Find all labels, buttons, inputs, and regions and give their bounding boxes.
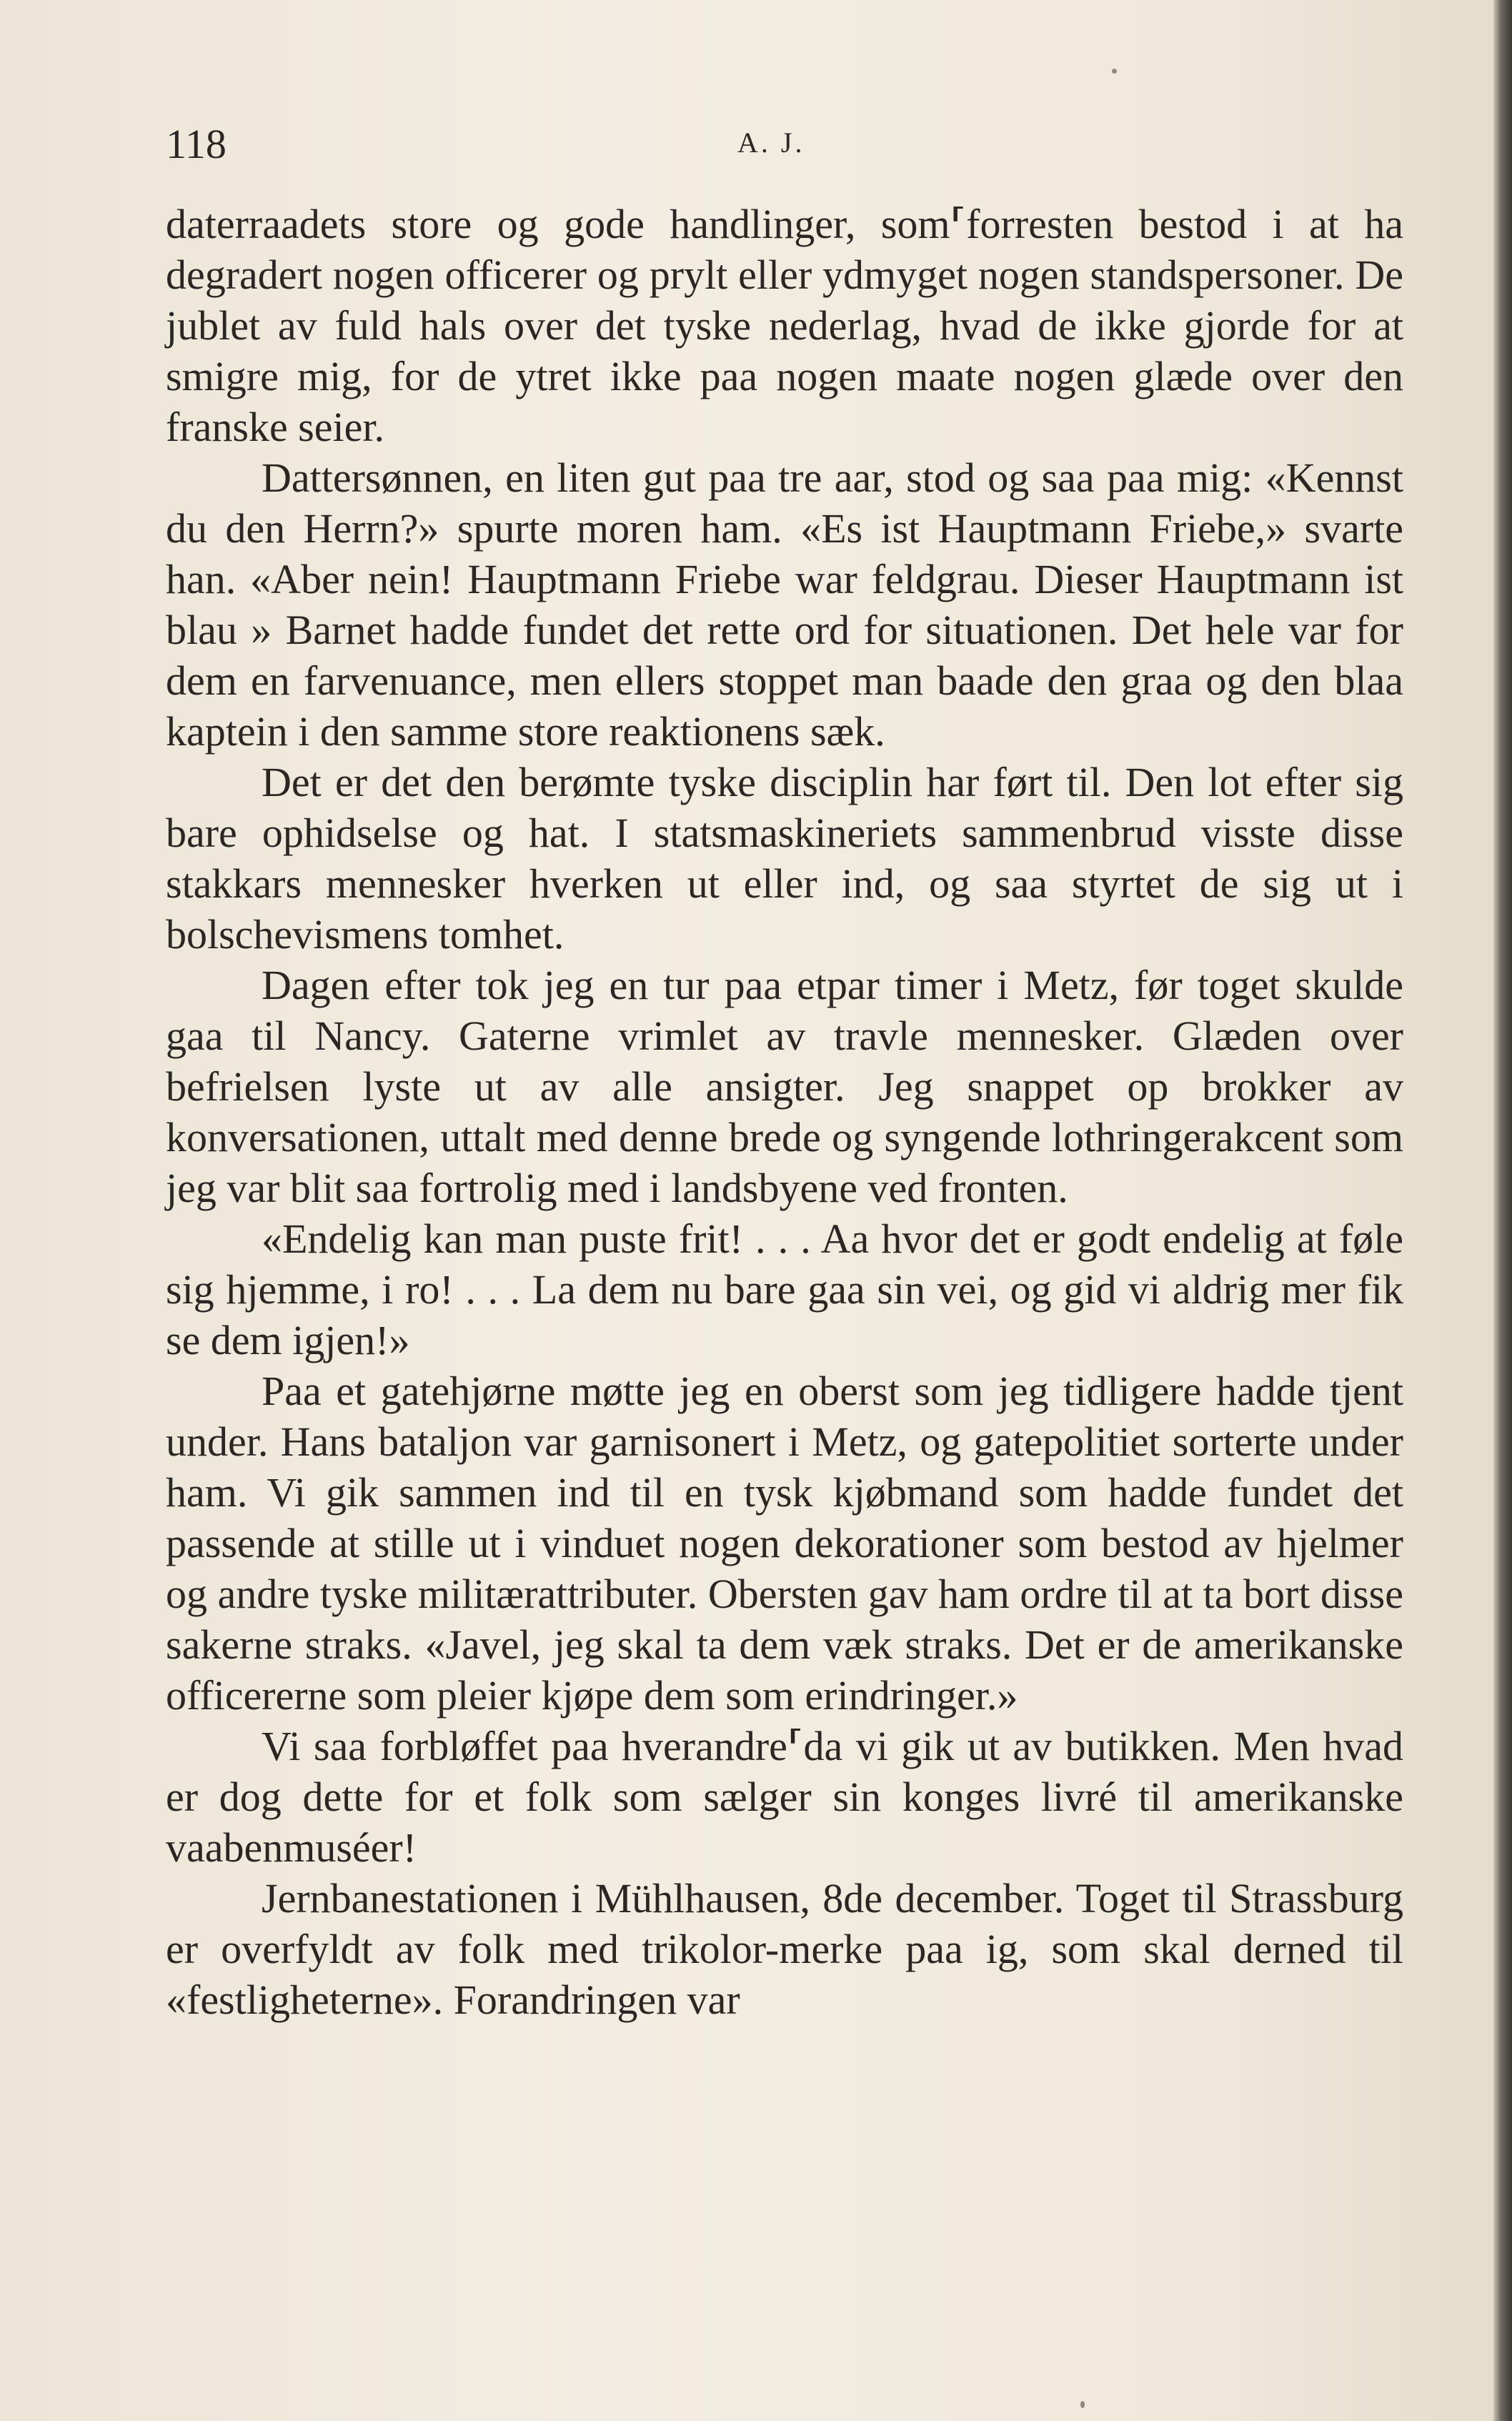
book-spine-edge	[1493, 0, 1512, 2421]
paragraph: «Endelig kan man puste frit! . . . Aa hvor det er godt endelig at føle sig hjemme, i ro! . . . La dem nu bare gaa sin vei, og gid vi aldrig mer fik se dem igjen!»	[166, 1216, 1403, 1363]
running-head: A. J.	[737, 126, 805, 159]
paper-speck	[1112, 69, 1117, 74]
paragraph: Dagen efter tok jeg en tur paa etpar timer i Metz, før toget skulde gaa til Nancy. Gaterne vrimlet av travle mennesker. Glæden over befrielsen lyste ut av alle ansigter. Jeg snappet op brokker av konversationen, uttalt med denne brede og syngende lothringerakcent som jeg var blit saa fortrolig med i landsbyene ved fronten.	[166, 962, 1403, 1211]
paragraph: Det er det den berømte tyske disciplin har ført til. Den lot efter sig bare ophidselse og hat. I statsmaskineriets sammenbrud visste disse stakkars mennesker hverken ut eller ind, og saa styrtet de sig ut i bolschevismens tomhet.	[166, 759, 1403, 958]
paragraph: Dattersønnen, en liten gut paa tre aar, stod og saa paa mig: «Kennst du den Herrn?» spurte moren ham. «Es ist Hauptmann Friebe,» svarte han. «Aber nein! Hauptmann Friebe war feldgrau. Dieser Hauptmann ist blau » Barnet hadde fundet det rette ord for situationen. Det hele var for dem en farvenuance, men ellers stoppet man baade den graa og den blaa kaptein i den samme store reaktionens sæk.	[166, 454, 1403, 755]
paper-speck	[1080, 2401, 1085, 2408]
page-header	[166, 120, 1365, 170]
paragraph: Paa et gatehjørne møtte jeg en oberst som jeg tidligere hadde tjent under. Hans bataljon var garnisonert i Metz, og gatepolitiet sorterte under ham. Vi gik sammen ind til en tysk kjøbmand som hadde fundet det passende at stille ut i vinduet nogen dekorationer som bestod av hjelmer og andre tyske militærattributer. Obersten gav ham ordre til at ta bort disse sakerne straks. «Javel, jeg skal ta dem væk straks. Det er de amerikanske officererne som pleier kjøpe dem som erindringer.»	[166, 1368, 1403, 1719]
page-number: 118	[166, 121, 227, 167]
body-text	[166, 199, 1403, 2025]
paragraph: Vi saa forbløffet paa hverandre⸢da vi gik ut av butikken. Men hvad er dog dette for et folk som sælger sin konges livré til amerikanske vaabenmuséer!	[166, 1723, 1403, 1871]
paragraph: daterraadets store og gode handlinger, som⸢forresten bestod i at ha degradert nogen officerer og prylt eller ydmyget nogen standspersoner. De jublet av fuld hals over det tyske nederlag, hvad de ikke gjorde for at smigre mig, for de ytret ikke paa nogen maate nogen glæde over den franske seier.	[166, 201, 1403, 450]
paragraph: Jernbanestationen i Mühlhausen, 8de december. Toget til Strassburg er overfyldt av folk med trikolor-merke paa ig, som skal derned til «festligheterne». Forandringen var	[166, 1875, 1403, 2023]
